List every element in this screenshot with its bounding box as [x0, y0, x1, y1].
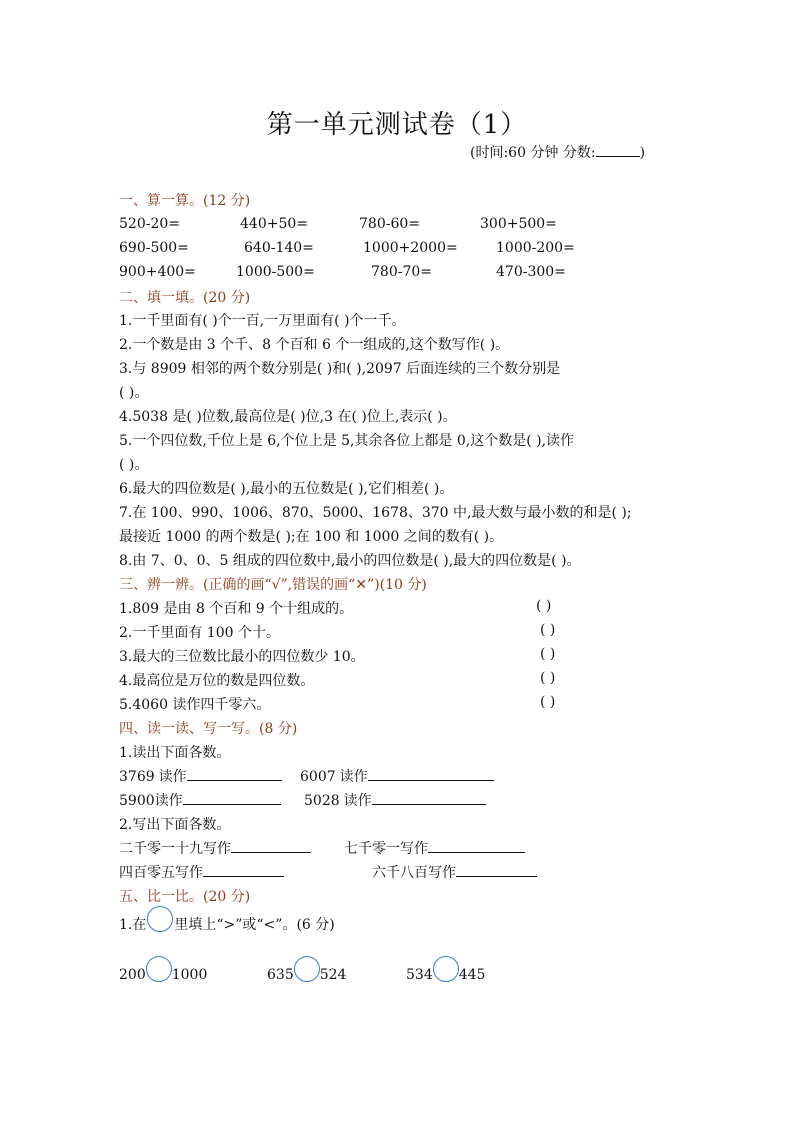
read-label: 读作 — [154, 793, 183, 809]
write-item — [372, 862, 537, 882]
section-heading-read-write: 四、读一读、写一写。(8 分) — [119, 721, 298, 737]
compare-instruction — [119, 912, 335, 938]
answer-blank[interactable] — [428, 838, 525, 853]
write-item — [119, 862, 284, 882]
section-heading-fill: 二、填一填。(20 分) — [119, 290, 251, 306]
fill-question: ( )。 — [119, 457, 149, 473]
read-item — [119, 766, 282, 786]
compare-left: 200 — [119, 967, 146, 983]
judge-answer-box[interactable]: ( ) — [540, 646, 556, 662]
section-heading-compare: 五、比一比。(20 分) — [119, 889, 251, 905]
fill-question: 5.一个四位数,千位上是 6,个位上是 5,其余各位上都是 0,这个数是( ),读作 — [119, 433, 575, 449]
answer-blank[interactable] — [231, 838, 311, 853]
read-label: 读作 — [158, 769, 187, 785]
compare-item — [267, 962, 346, 988]
write-instruction: 2.写出下面各数。 — [119, 817, 231, 833]
fill-question: ( )。 — [119, 385, 149, 401]
fill-question: 1.一千里面有( )个一百,一万里面有( )个一千。 — [119, 313, 406, 329]
calc-item: 470-300= — [496, 264, 566, 280]
calc-item: 1000-200= — [496, 240, 575, 256]
judge-statement: 1.809 是由 8 个百和 9 个十组成的。 — [119, 601, 354, 617]
write-label: 六千八百写作 — [372, 865, 456, 881]
compare-instruction-suffix: 里填上“>”或“<”。(6 分) — [174, 917, 335, 933]
fill-question: 8.由 7、0、0、5 组成的四位数中,最小的四位数是( ),最大的四位数是( )。 — [119, 553, 581, 569]
fill-question: 6.最大的四位数是( ),最小的五位数是( ),它们相差( )。 — [119, 481, 454, 497]
read-item — [119, 790, 281, 810]
calc-item: 780-60= — [359, 216, 420, 232]
judge-statement: 4.最高位是万位的数是四位数。 — [119, 673, 315, 689]
judge-statement: 3.最大的三位数比最小的四位数少 10。 — [119, 649, 365, 665]
fill-question: 3.与 8909 相邻的两个数分别是( )和( ),2097 后面连续的三个数分别是 — [119, 361, 561, 377]
judge-statement: 5.4060 读作四千零六。 — [119, 697, 271, 713]
read-label: 读作 — [339, 769, 368, 785]
read-item — [300, 766, 494, 786]
compare-left: 635 — [267, 967, 294, 983]
compare-item — [406, 962, 485, 988]
read-item — [304, 790, 486, 810]
read-number: 6007 — [300, 769, 336, 785]
compare-circle[interactable] — [146, 956, 172, 982]
calc-item: 640-140= — [244, 240, 314, 256]
write-label: 二千零一十九写作 — [119, 841, 231, 857]
page-title: 第一单元测试卷（1） — [266, 110, 528, 140]
compare-instruction-prefix: 1.在 — [119, 917, 147, 933]
compare-right: 524 — [319, 967, 347, 983]
answer-blank[interactable] — [183, 790, 281, 805]
compare-right: 445 — [458, 967, 486, 983]
answer-blank[interactable] — [368, 766, 494, 781]
read-number: 5028 — [304, 793, 340, 809]
compare-circle[interactable] — [433, 956, 459, 982]
fill-question: 7.在 100、990、1006、870、5000、1678、370 中,最大数与最小数的和是( ); — [119, 505, 632, 521]
time-score-line — [470, 142, 645, 162]
write-item — [119, 838, 311, 858]
time-score-prefix: (时间:60 分钟 分数: — [470, 145, 596, 161]
compare-right: 1000 — [171, 967, 208, 983]
compare-left: 534 — [406, 967, 433, 983]
judge-answer-box[interactable]: ( ) — [540, 670, 556, 686]
compare-circle[interactable] — [294, 956, 320, 982]
compare-item — [119, 962, 207, 988]
calc-item: 900+400= — [119, 264, 196, 280]
fill-question: 最接近 1000 的两个数是( );在 100 和 1000 之间的数有( )。 — [119, 529, 504, 545]
section-heading-judge: 三、辨一辨。(正确的画“√”,错误的画“✕”)(10 分) — [119, 577, 427, 593]
read-instruction: 1.读出下面各数。 — [119, 745, 231, 761]
fill-question: 2.一个数是由 3 个千、8 个百和 6 个一组成的,这个数写作( )。 — [119, 337, 510, 353]
calc-item: 520-20= — [119, 216, 180, 232]
read-label: 读作 — [343, 793, 372, 809]
judge-statement: 2.一千里面有 100 个十。 — [119, 625, 280, 641]
answer-blank[interactable] — [456, 862, 537, 877]
judge-answer-box[interactable]: ( ) — [540, 622, 556, 638]
calc-item: 690-500= — [119, 240, 189, 256]
calc-item: 1000+2000= — [363, 240, 458, 256]
read-number: 3769 — [119, 769, 155, 785]
calc-item: 780-70= — [371, 264, 432, 280]
answer-blank[interactable] — [203, 862, 284, 877]
calc-item: 300+500= — [480, 216, 557, 232]
section-heading-calc: 一、算一算。(12 分) — [119, 193, 251, 209]
time-score-suffix: ) — [639, 145, 646, 161]
judge-answer-box[interactable]: ( ) — [536, 598, 552, 614]
answer-blank[interactable] — [187, 766, 282, 781]
circle-icon — [147, 906, 173, 932]
write-label: 七千零一写作 — [344, 841, 428, 857]
score-blank[interactable] — [596, 142, 640, 157]
fill-question: 4.5038 是( )位数,最高位是( )位,3 在( )位上,表示( )。 — [119, 409, 457, 425]
judge-answer-box[interactable]: ( ) — [540, 694, 556, 710]
write-label: 四百零五写作 — [119, 865, 203, 881]
calc-item: 440+50= — [240, 216, 308, 232]
write-item — [344, 838, 525, 858]
calc-item: 1000-500= — [236, 264, 315, 280]
answer-blank[interactable] — [372, 790, 486, 805]
read-number: 5900 — [119, 793, 155, 809]
